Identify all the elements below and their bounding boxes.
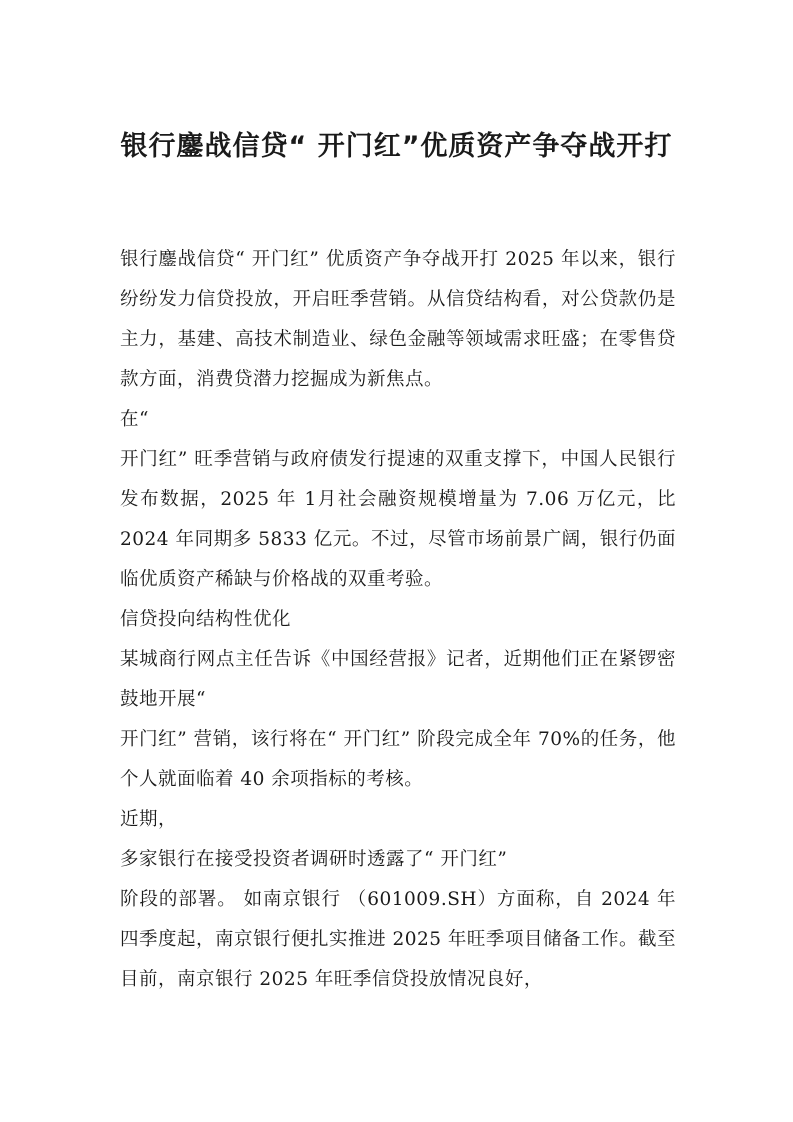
- document-body: [120, 240, 676, 1000]
- paragraph: 某城商行网点主任告诉《中国经营报》记者，近期他们正在紧锣密鼓地开展“: [120, 649, 676, 710]
- paragraph: 开门红” 营销，该行将在“ 开门红” 阶段完成全年 70%的任务，他个人就面临着 40 余项指标的考核。: [120, 729, 676, 790]
- paragraph: 近期，: [120, 809, 178, 830]
- section-heading: 信贷投向结构性优化: [120, 609, 292, 630]
- paragraph: 在“: [120, 409, 149, 430]
- paragraph: 开门红” 旺季营销与政府债发行提速的双重支撑下，中国人民银行发布数据，2025 年 1月社会融资规模增量为 7.06 万亿元，比 2024 年同期多 5833 亿元。不过，尽管市场前景广阔，银行仍面临优质资产稀缺与价格战的双重考验。: [120, 449, 676, 590]
- paragraph: 阶段的部署。 如南京银行 （601009.SH）方面称，自 2024 年四季度起，南京银行便扎实推进 2025 年旺季项目储备工作。截至目前，南京银行 2025 年旺季信贷投放情况良好，: [120, 889, 676, 990]
- document-title: 银行鏖战信贷“ 开门红”优质资产争夺战开打: [120, 131, 673, 162]
- paragraph: 多家银行在接受投资者调研时透露了“ 开门红”: [120, 849, 508, 870]
- paragraph: 银行鏖战信贷“ 开门红” 优质资产争夺战开打 2025 年以来，银行纷纷发力信贷投放，开启旺季营销。从信贷结构看，对公贷款仍是主力，基建、高技术制造业、绿色金融等领域需求旺盛；在零售贷款方面，消费贷潜力挖掘成为新焦点。: [120, 249, 676, 390]
